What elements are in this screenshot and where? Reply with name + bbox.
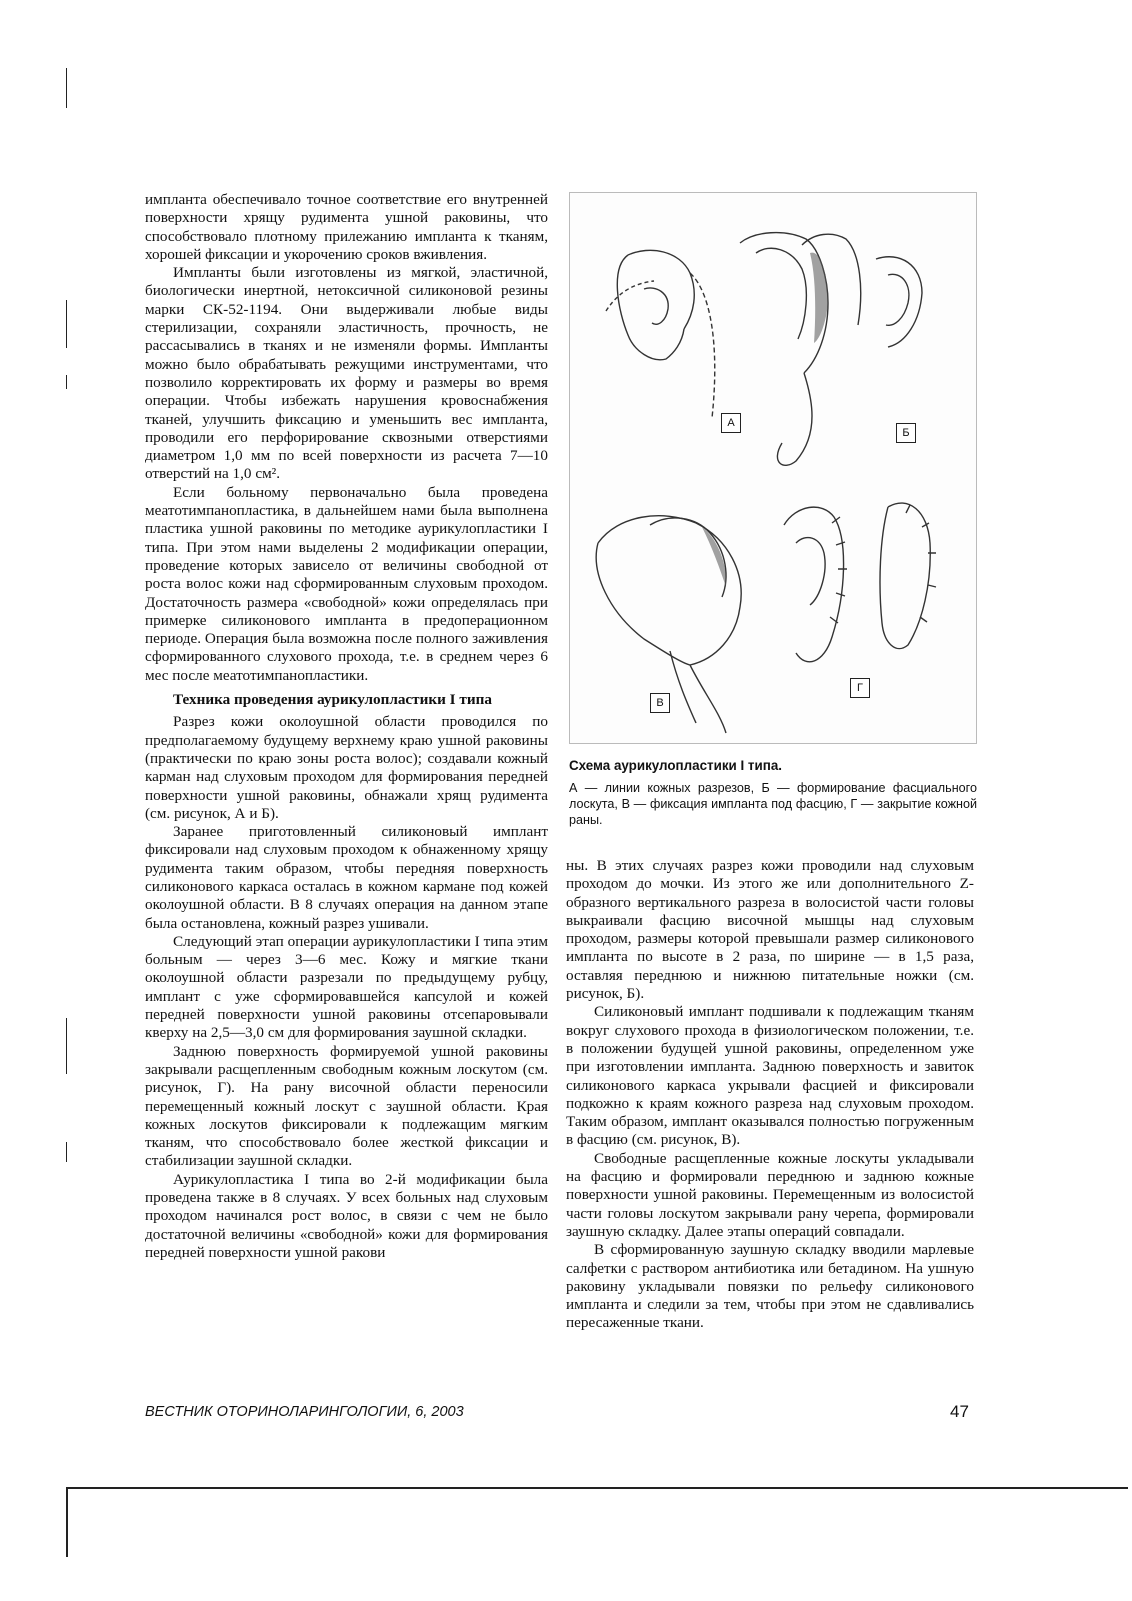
scan-margin-mark (66, 375, 67, 389)
paragraph: Силиконовый имплант подшивали к подлежащим тканям вокруг слухового прохода в физиологическом положении, т.е. в положении будущей ушной раковины, определенном уже при изготовлении импланта. Заднюю поверхность и завиток силиконового каркаса укрывали фасцией и фиксировали подкожно к краям кожного разреза над слуховым проходом. Таким образом, имплант оказывался полностью погруженным в фасцию (см. рисунок, В). (566, 1003, 974, 1149)
auriculoplasty-figure (569, 192, 977, 744)
paragraph: В сформированную заушную складку вводили марлевые салфетки с раствором антибиотика или бетадином. На ушную раковину укладывали повязки по рельефу силиконового импланта и следили за тем, чтобы при этом не сдавливались пересаженные ткани. (566, 1241, 974, 1332)
ear-illustration-drawing (570, 193, 976, 743)
paragraph: ны. В этих случаях разрез кожи проводили над слуховым проходом до мочки. Из этого же или дополнительного Z-образного вертикального разреза в волосистой части головы выкраивали фасцию височной мышцы над слуховым проходом, размеры которой превышали размер силиконового импланта по высоте в 2 раза, по ширине — в 1,5 раза, оставляя переднюю и нижнюю питательные ножки (см. рисунок, Б). (566, 857, 974, 1003)
caption-title: Схема аурикулопластики I типа. (569, 758, 782, 773)
panel-label-b: Б (896, 423, 916, 443)
journal-footer: ВЕСТНИК ОТОРИНОЛАРИНГОЛОГИИ, 6, 2003 (145, 1404, 464, 1420)
panel-label-v: В (650, 693, 670, 713)
scan-margin-mark (66, 68, 67, 108)
panel-label-g: Г (850, 678, 870, 698)
paragraph: импланта обеспечивало точное соответствие его внутренней поверхности хрящу рудимента ушной раковины, что способствовало плотному прилежанию импланта к тканям, хорошей фиксации и укорочению сроков вживления. (145, 191, 548, 263)
paragraph: Заднюю поверхность формируемой ушной раковины закрывали расщепленным свободным кожным лоскутом (см. рисунок, Г). На рану височной области переносили перемещенный кожный лоскут с заушной области. Края кожных лоскутов фиксировали к подлежащим мягким тканям, что способствовало более жесткой фиксации и стабилизации заушной складки. (145, 1042, 548, 1170)
scan-bottom-frame-left (66, 1487, 68, 1557)
paragraph: Заранее приготовленный силиконовый имплант фиксировали над слуховым проходом к обнаженному хрящу рудимента таким образом, чтобы передняя поверхность силиконового каркаса осталась в кожном кармане под кожей околоушной области. В 8 случаях операция на данном этапе была остановлена, кожный разрез ушивали. (145, 823, 548, 932)
scan-margin-mark (66, 1018, 67, 1074)
right-text-column (566, 857, 974, 1333)
caption-text: А — линии кожных разрезов, Б — формирование фасциального лоскута, В — фиксация импланта под фасцию, Г — закрытие кожной раны. (569, 781, 977, 827)
section-heading: Техника проведения аурикулопластики I типа (173, 691, 492, 709)
scan-margin-mark (66, 300, 67, 348)
paragraph: Разрез кожи околоушной области проводился по предполагаемому будущему верхнему краю ушной раковины (практически по краю зоны роста волос); создавали кожный карман над слуховым проходом для формирования передней поверхности ушной раковины, обнажали хрящ рудимента (см. рисунок, А и Б). (145, 713, 548, 822)
scan-margin-mark (66, 1142, 67, 1162)
paragraph: Аурикулопластика I типа во 2-й модификации была проведена также в 8 случаях. У всех больных над слуховым проходом начинался рост волос, в связи с чем не было достаточной величины «свободной» кожи для формирования передней поверхности ушной ракови (145, 1170, 548, 1261)
page-number: 47 (950, 1402, 969, 1421)
left-text-column (145, 191, 548, 1262)
paragraph: Свободные расщепленные кожные лоскуты укладывали на фасцию и формировали переднюю и заднюю кожные поверхности ушной раковины. Перемещенным из волосистой части головы лоскутом закрывали рану черепа, формировали заушную складку. Далее этапы операций совпадали. (566, 1149, 974, 1240)
paragraph: Следующий этап операции аурикулопластики I типа этим больным — через 3—6 мес. Кожу и мягкие ткани околоушной области разрезали по предыдущему рубцу, имплант с уже сформировавшейся капсулой и кожей передней поверхности ушной раковины отсепаровывали кверху на 2,5—3,0 см для формирования заушной складки. (145, 932, 548, 1042)
figure-caption (569, 758, 977, 828)
panel-label-a: А (721, 413, 741, 433)
scan-bottom-frame (66, 1487, 1128, 1489)
paragraph: Импланты были изготовлены из мягкой, эластичной, биологически инертной, нетоксичной силиконовой резины марки СК-52-1194. Они выдерживали любые виды стерилизации, сохраняли эластичность, прочность, не рассасывались в тканях и не изменяли формы. Импланты можно было обрабатывать режущими инструментами, что позволило корректировать их форму и размеры во время операции. Чтобы избежать нарушения кровоснабжения тканей, улучшить фиксацию и уменьшить вес импланта, проводили его перфорирование сквозными отверстиями диаметром 1,0 мм по всей поверхности из расчета 7—10 отверстий на 1,0 см². (145, 264, 548, 483)
paragraph: Если больному первоначально была проведена меатотимпанопластика, в дальнейшем нами была выполнена пластика ушной раковины по методике аурикулопластики I типа. При этом нами выделены 2 модификации операции, проведение которых зависело от величины свободной от роста волос кожи над сформированным слуховым проходом. Достаточность размера «свободной» кожи определялась при примерке силиконового импланта в предоперационном периоде. Операция была возможна после полного заживления сформированного слухового прохода, т.е. в среднем через 6 мес после меатотимпанопластики. (145, 483, 548, 684)
